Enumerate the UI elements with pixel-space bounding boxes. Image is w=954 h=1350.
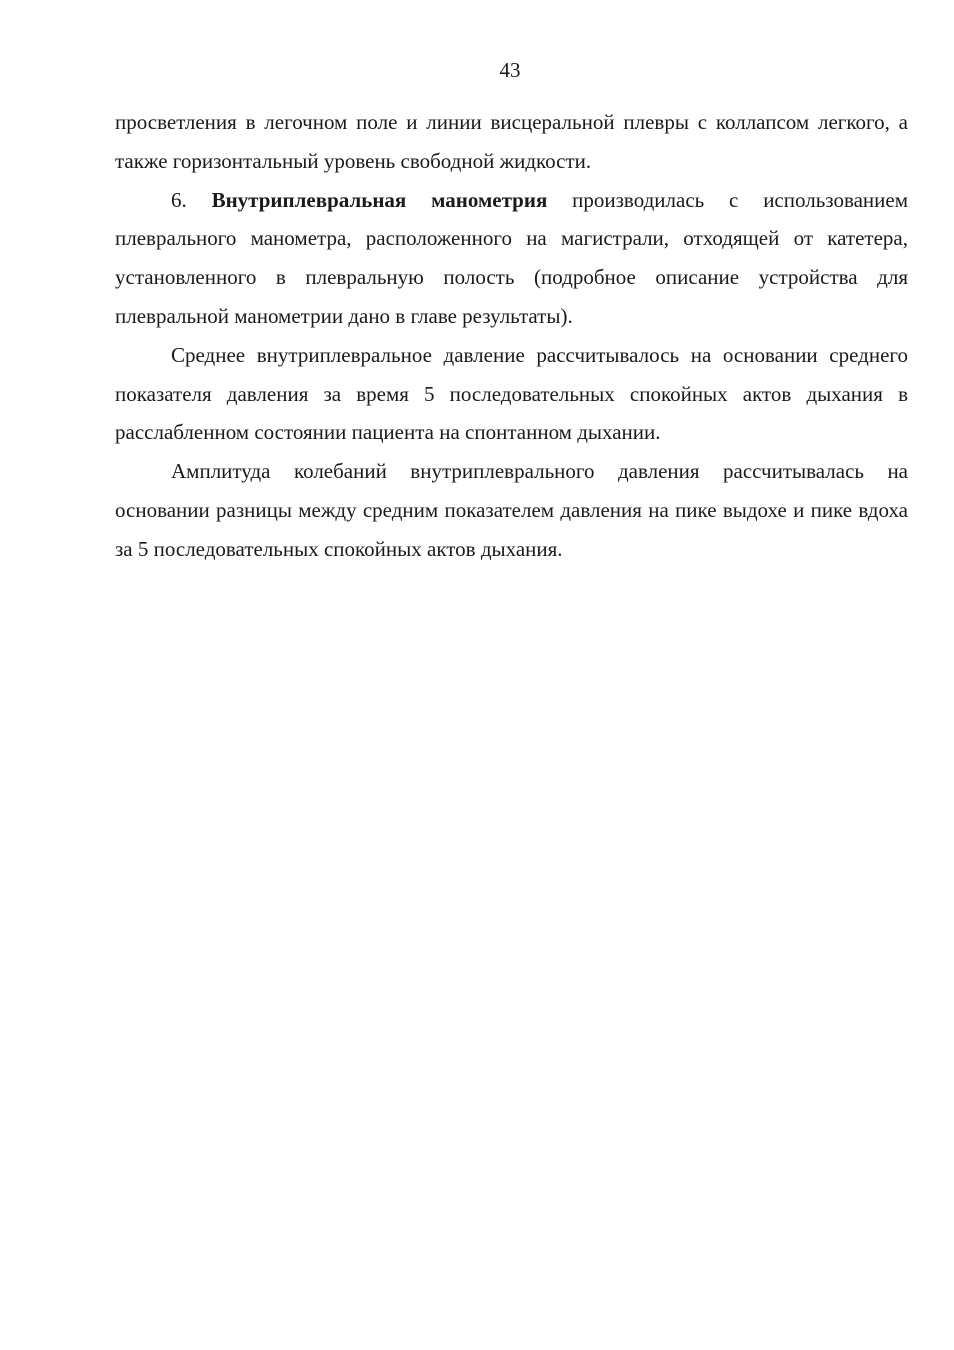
- paragraph-manometry: [115, 181, 908, 336]
- paragraph-amplitude: Амплитуда колебаний внутриплеврального давления рассчитывалась на основании разницы между средним показателем давления на пике выдохе и пике вдоха за 5 последовательных спокойных актов дыхания.: [115, 459, 908, 561]
- body-text: [115, 103, 908, 569]
- paragraph-continuation: просветления в легочном поле и линии висцеральной плевры с коллапсом легкого, а также горизонтальный уровень свободной жидкости.: [115, 110, 908, 173]
- bold-term: Внутриплевральная манометрия: [211, 187, 548, 212]
- paragraph-manometry-text: производилась с использованием плеврального манометра, расположенного на магистрали, отходящей от катетера, установленного в плевральную полость (подробное описание устройства для плевральной манометрии дано в главе результаты).: [115, 187, 908, 328]
- list-number: 6.: [171, 187, 212, 212]
- paragraph-mean-pressure: Среднее внутриплевральное давление рассчитывалось на основании среднего показателя давления за время 5 последовательных спокойных актов дыхания в расслабленном состоянии пациента на спонтанном дыхании.: [115, 342, 908, 445]
- page-number: 43: [499, 58, 521, 82]
